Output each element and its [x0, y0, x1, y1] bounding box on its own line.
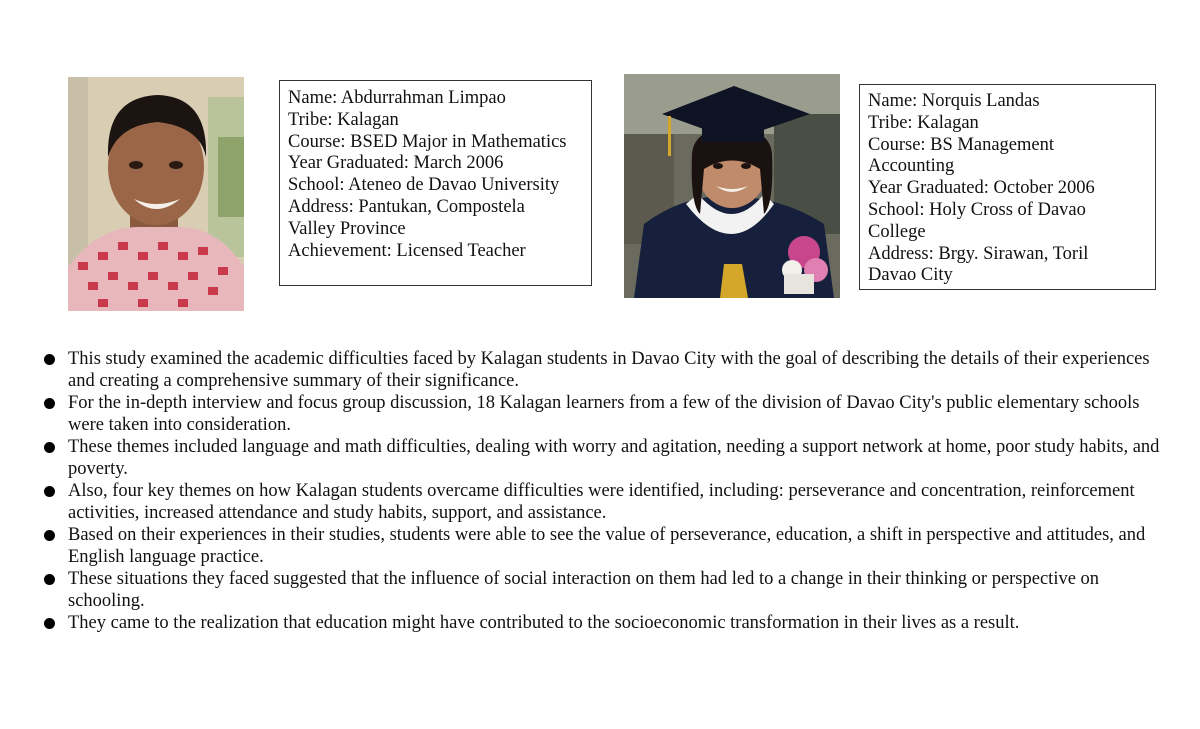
bullet-dot-icon	[44, 530, 55, 541]
profile-school: School: Holy Cross of Davao	[868, 199, 1086, 220]
profile-address: Address: Brgy. Sirawan, Toril	[868, 243, 1089, 264]
bullet-text: These themes included language and math difficulties, dealing with worry and agitation, needing a support network at home, poor study habits, and poverty.	[68, 437, 1160, 479]
profile-course: Course: BS Management	[868, 134, 1055, 155]
profile-school-cont: College	[868, 221, 926, 242]
bullet-dot-icon	[44, 618, 55, 629]
profile-address-cont: Davao City	[868, 265, 953, 286]
bullet-text: Based on their experiences in their studies, students were able to see the value of perseverance, education, a shift in perspective and attitudes, and English language practice.	[68, 525, 1146, 567]
list-item	[44, 348, 1164, 392]
bullet-text: Also, four key themes on how Kalagan students overcame difficulties were identified, including: perseverance and concentration, reinforcement activities, increased attendance and study habits, support, and assistance.	[68, 481, 1135, 523]
findings-bullet-list	[44, 348, 1164, 634]
profile-course-cont: Accounting	[868, 156, 955, 177]
profile-photo-female	[624, 74, 840, 298]
profile-year-graduated: Year Graduated: March 2006	[288, 153, 504, 174]
bullet-dot-icon	[44, 574, 55, 585]
profile-year-graduated: Year Graduated: October 2006	[868, 178, 1095, 199]
list-item	[44, 480, 1164, 524]
profile-tribe: Tribe: Kalagan	[868, 112, 979, 133]
profile-school: School: Ateneo de Davao University	[288, 175, 560, 196]
bullet-dot-icon	[44, 442, 55, 453]
profile-name: Name: Abdurrahman Limpao	[288, 88, 506, 108]
profile-tribe: Tribe: Kalagan	[288, 109, 399, 130]
female-graduate-portrait-image	[624, 74, 840, 298]
profile-name: Name: Norquis Landas	[868, 91, 1040, 111]
list-item	[44, 392, 1164, 436]
bullet-dot-icon	[44, 354, 55, 365]
bullet-text: These situations they faced suggested that the influence of social interaction on them had led to a change in their thinking or perspective on schooling.	[68, 569, 1100, 611]
profile-address-cont: Valley Province	[288, 218, 406, 239]
list-item	[44, 568, 1164, 612]
profile-achievement: Achievement: Licensed Teacher	[288, 240, 526, 261]
bullet-text: They came to the realization that education might have contributed to the socioeconomic transformation in their lives as a result.	[68, 613, 1020, 633]
profile-photo-male	[68, 77, 244, 311]
profile-address: Address: Pantukan, Compostela	[288, 196, 525, 217]
profile-info-box-limpao	[279, 80, 592, 286]
bullet-dot-icon	[44, 486, 55, 497]
list-item	[44, 524, 1164, 568]
list-item	[44, 612, 1164, 634]
bullet-text: For the in-depth interview and focus group discussion, 18 Kalagan learners from a few of the division of Davao City's public elementary schools were taken into consideration.	[68, 393, 1140, 435]
male-portrait-image	[68, 77, 244, 311]
bullet-dot-icon	[44, 398, 55, 409]
profile-course: Course: BSED Major in Mathematics	[288, 131, 567, 152]
profile-info-box-landas	[859, 84, 1156, 290]
bullet-text: This study examined the academic difficulties faced by Kalagan students in Davao City with the goal of describing the details of their experiences and creating a comprehensive summary of their significance.	[68, 349, 1150, 391]
list-item	[44, 436, 1164, 480]
